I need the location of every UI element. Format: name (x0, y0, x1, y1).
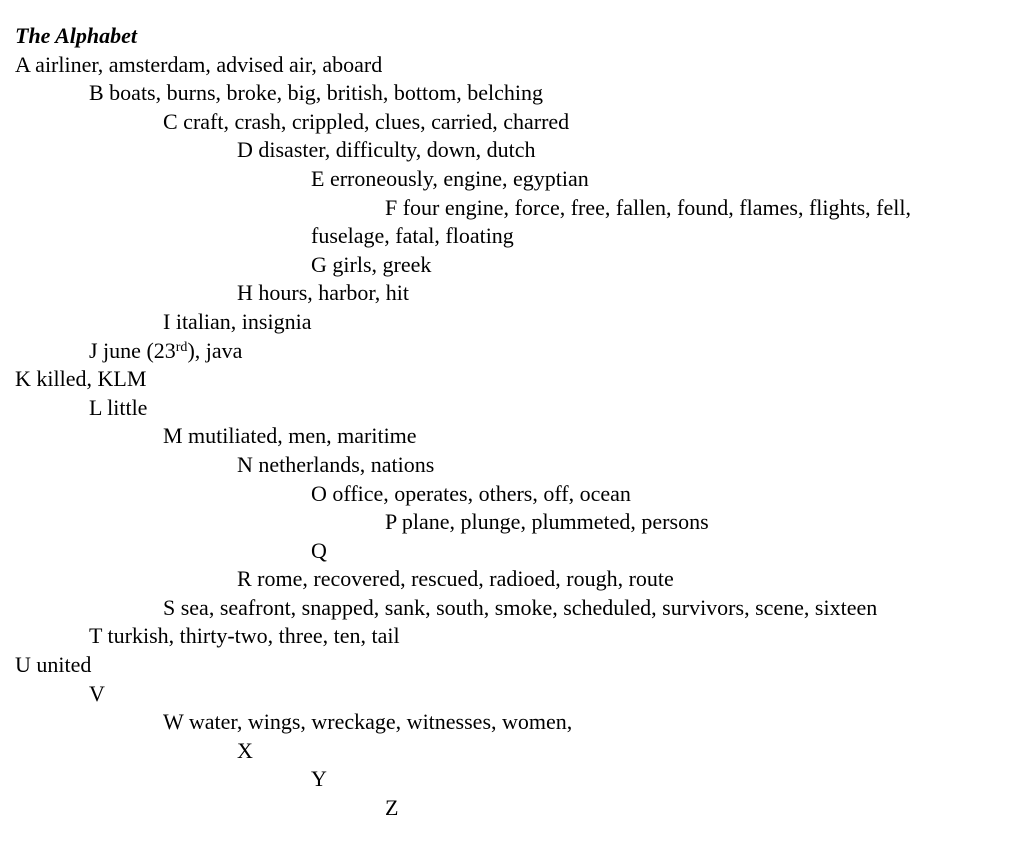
alphabet-line-w: W water, wings, wreckage, witnesses, women, (163, 709, 573, 735)
alphabet-line-d: D disaster, difficulty, down, dutch (237, 137, 536, 163)
alphabet-line-f: F four engine, force, free, fallen, found, flames, flights, fell, (385, 194, 911, 220)
alphabet-line-k: K killed, KLM (15, 366, 147, 392)
alphabet-line-c: C craft, crash, crippled, clues, carried, charred (163, 108, 570, 134)
alphabet-line-b: B boats, burns, broke, big, british, bottom, belching (89, 80, 544, 106)
alphabet-line-u: U united (15, 652, 92, 678)
alphabet-line-t: T turkish, thirty-two, three, ten, tail (89, 623, 400, 649)
alphabet-line-s: S sea, seafront, snapped, sank, south, smoke, scheduled, survivors, scene, sixteen (163, 594, 878, 620)
ordinal-superscript: rd (175, 339, 188, 355)
alphabet-line-y: Y (311, 766, 327, 792)
alphabet-line-j-end: ), java (187, 337, 243, 363)
alphabet-line-z: Z (385, 795, 399, 821)
alphabet-line-x: X (237, 737, 253, 763)
alphabet-line-e: E erroneously, engine, egyptian (311, 165, 589, 191)
alphabet-line-m: M mutiliated, men, maritime (163, 423, 417, 449)
alphabet-line-r: R rome, recovered, rescued, radioed, rough, route (237, 566, 674, 592)
alphabet-line-p: P plane, plunge, plummeted, persons (385, 509, 709, 535)
alphabet-line-v: V (89, 680, 105, 706)
alphabet-line-g: G girls, greek (311, 251, 432, 277)
alphabet-line-j-start: J june (23 (89, 337, 176, 363)
document-title: The Alphabet (15, 23, 138, 48)
alphabet-line-j (15, 337, 1015, 366)
alphabet-line-i: I italian, insignia (163, 308, 312, 334)
alphabet-line-o: O office, operates, others, off, ocean (311, 480, 631, 506)
alphabet-line-f-continued: fuselage, fatal, floating (311, 223, 514, 249)
alphabet-line-n: N netherlands, nations (237, 451, 435, 477)
document (15, 22, 1015, 823)
alphabet-line-h: H hours, harbor, hit (237, 280, 410, 306)
alphabet-line-q: Q (311, 537, 327, 563)
alphabet-line-l: L little (89, 394, 148, 420)
alphabet-line-a: A airliner, amsterdam, advised air, aboard (15, 51, 383, 77)
